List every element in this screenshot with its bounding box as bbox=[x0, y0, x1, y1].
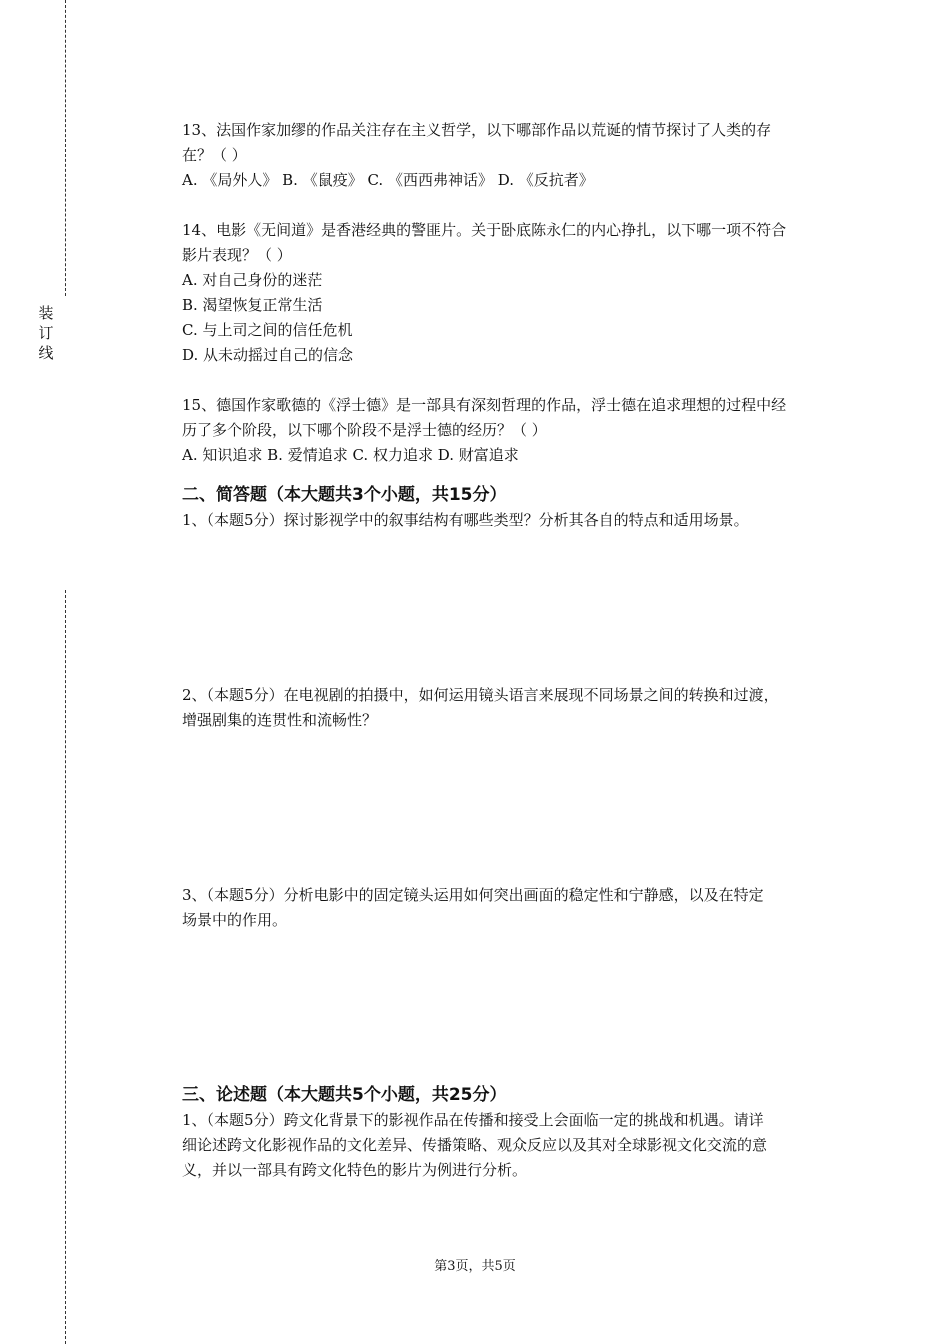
binding-char: 装 bbox=[38, 304, 54, 322]
section-title: 二、简答题（本大题共3个小题，共15分） bbox=[182, 485, 507, 505]
question-stem: 15、德国作家歌德的《浮士德》是一部具有深刻哲理的作品，浮士德在追求理想的过程中经 bbox=[182, 396, 787, 414]
short-answer-3 bbox=[182, 883, 842, 933]
question-15 bbox=[182, 393, 842, 468]
question-option: A. 对自己身份的迷茫 bbox=[182, 271, 323, 289]
question-stem: 场景中的作用。 bbox=[182, 911, 288, 929]
binding-char: 订 bbox=[38, 324, 54, 342]
question-stem: 13、法国作家加缪的作品关注存在主义哲学，以下哪部作品以荒诞的情节探讨了人类的存 bbox=[182, 121, 772, 139]
binding-char: 线 bbox=[38, 344, 54, 362]
question-14 bbox=[182, 218, 842, 368]
question-stem: 在？（ ） bbox=[182, 146, 247, 164]
question-options: A. 《局外人》 B. 《鼠疫》 C. 《西西弗神话》 D. 《反抗者》 bbox=[182, 171, 594, 189]
question-stem: 增强剧集的连贯性和流畅性？ bbox=[182, 711, 378, 729]
page-number: 第3页，共5页 bbox=[434, 1259, 516, 1274]
question-options: A. 知识追求 B. 爱情追求 C. 权力追求 D. 财富追求 bbox=[182, 446, 519, 464]
question-stem: 2、（本题5分）在电视剧的拍摄中，如何运用镜头语言来展现不同场景之间的转换和过渡， bbox=[182, 686, 779, 704]
essay-question-1 bbox=[182, 1108, 842, 1183]
question-option: D. 从未动摇过自己的信念 bbox=[182, 346, 354, 364]
question-stem: 义，并以一部具有跨文化特色的影片为例进行分析。 bbox=[182, 1161, 528, 1179]
section-title: 三、论述题（本大题共5个小题，共25分） bbox=[182, 1085, 507, 1105]
answer-space bbox=[182, 533, 842, 683]
question-stem: 3、（本题5分）分析电影中的固定镜头运用如何突出画面的稳定性和宁静感，以及在特定 bbox=[182, 886, 764, 904]
question-stem: 细论述跨文化影视作品的文化差异、传播策略、观众反应以及其对全球影视文化交流的意 bbox=[182, 1136, 768, 1154]
short-answer-1 bbox=[182, 508, 842, 533]
question-13 bbox=[182, 118, 842, 193]
question-stem: 影片表现？（ ） bbox=[182, 246, 292, 264]
question-stem: 1、（本题5分）跨文化背景下的影视作品在传播和接受上会面临一定的挑战和机遇。请详 bbox=[182, 1111, 764, 1129]
answer-space bbox=[182, 933, 842, 1082]
question-stem: 历了多个阶段，以下哪个阶段不是浮士德的经历？（ ） bbox=[182, 421, 547, 439]
binding-line-top bbox=[65, 0, 66, 296]
answer-space bbox=[182, 733, 842, 883]
short-answer-2 bbox=[182, 683, 842, 733]
question-option: B. 渴望恢复正常生活 bbox=[182, 296, 323, 314]
question-stem: 14、电影《无间道》是香港经典的警匪片。关于卧底陈永仁的内心挣扎，以下哪一项不符合 bbox=[182, 221, 787, 239]
exam-content bbox=[182, 118, 842, 1183]
binding-label bbox=[36, 303, 56, 363]
question-stem: 1、（本题5分）探讨影视学中的叙事结构有哪些类型？分析其各自的特点和适用场景。 bbox=[182, 511, 749, 529]
question-option: C. 与上司之间的信任危机 bbox=[182, 321, 353, 339]
binding-line-bottom bbox=[65, 590, 66, 1344]
